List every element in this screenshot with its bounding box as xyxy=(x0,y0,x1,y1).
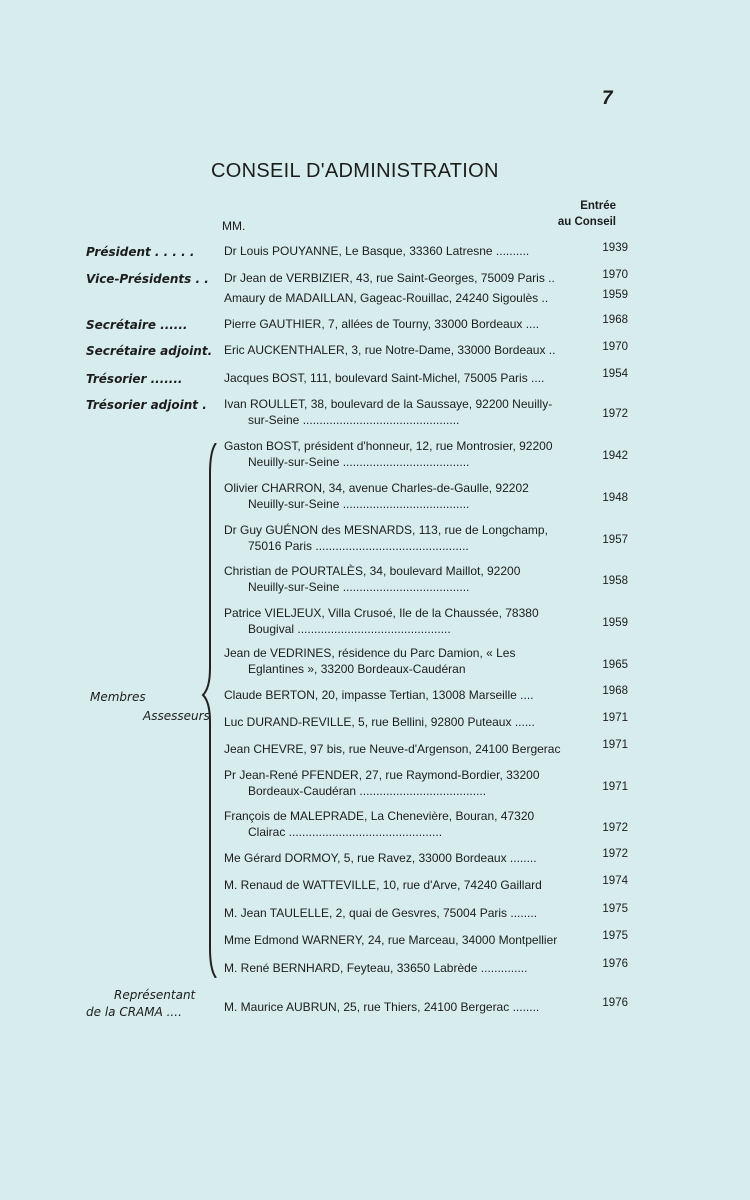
member-line: Pr Jean-René PFENDER, 27, rue Raymond-Bordier, 33200 xyxy=(224,768,540,782)
member-year: 1975 xyxy=(602,903,628,915)
officer-year: 1970 xyxy=(602,341,628,353)
member-line: Patrice VIELJEUX, Villa Crusoé, Ile de la Chaussée, 78380 xyxy=(224,606,539,620)
member-year: 1971 xyxy=(602,712,628,724)
member-year: 1957 xyxy=(602,534,628,546)
officer-year: 1968 xyxy=(602,314,628,326)
role-president: Président . . . . . xyxy=(86,245,195,259)
member-year: 1972 xyxy=(602,822,628,834)
member-line-cont: Eglantines », 33200 Bordeaux-Caudéran xyxy=(248,662,466,676)
member-line: Mme Edmond WARNERY, 24, rue Marceau, 34000 Montpellier xyxy=(224,933,558,947)
officer-year: 1972 xyxy=(602,408,628,420)
entree-header-line-1: Entrée xyxy=(580,200,616,212)
member-line: Jean CHEVRE, 97 bis, rue Neuve-d'Argenson, 24100 Bergerac xyxy=(224,742,561,756)
member-year: 1965 xyxy=(602,659,628,671)
mm-label: MM. xyxy=(222,219,246,233)
role-secretaire: Secrétaire ...... xyxy=(86,318,188,332)
member-line: Luc DURAND-REVILLE, 5, rue Bellini, 92800 Puteaux ...... xyxy=(224,715,535,729)
member-line: M. Renaud de WATTEVILLE, 10, rue d'Arve, 74240 Gaillard xyxy=(224,878,542,892)
member-line: M. René BERNHARD, Feyteau, 33650 Labrède .............. xyxy=(224,961,528,975)
member-year: 1959 xyxy=(602,617,628,629)
officer-line: Dr Jean de VERBIZIER, 43, rue Saint-Georges, 75009 Paris .. xyxy=(224,271,555,285)
crama-label: Représentant xyxy=(114,988,196,1002)
officer-year: 1970 xyxy=(602,269,628,281)
member-line-cont: Bordeaux-Caudéran ...................................... xyxy=(248,784,487,798)
entree-header xyxy=(520,198,616,230)
officer-year: 1939 xyxy=(602,242,628,254)
member-line: Dr Guy GUÉNON des MESNARDS, 113, rue de Longchamp, xyxy=(224,523,548,537)
officer-year: 1954 xyxy=(602,368,628,380)
member-line: Me Gérard DORMOY, 5, rue Ravez, 33000 Bordeaux ........ xyxy=(224,851,537,865)
role-tresorier: Trésorier ....... xyxy=(86,372,183,386)
member-year: 1958 xyxy=(602,575,628,587)
officer-line: Amaury de MADAILLAN, Gageac-Rouillac, 24240 Sigoulès .. xyxy=(224,291,549,305)
member-year: 1971 xyxy=(602,739,628,751)
officer-line: Eric AUCKENTHALER, 3, rue Notre-Dame, 33000 Bordeaux .. xyxy=(224,343,556,357)
officer-year: 1959 xyxy=(602,289,628,301)
member-line: Claude BERTON, 20, impasse Tertian, 13008 Marseille .... xyxy=(224,688,534,702)
member-line-cont: Neuilly-sur-Seine ...................................... xyxy=(248,580,470,594)
page-number: 7 xyxy=(602,88,613,109)
member-line: M. Jean TAULELLE, 2, quai de Gesvres, 75004 Paris ........ xyxy=(224,906,538,920)
role-tresorier-adjoint: Trésorier adjoint . xyxy=(86,398,207,412)
member-line-cont: Neuilly-sur-Seine ...................................... xyxy=(248,455,470,469)
crama-label-2: de la CRAMA .... xyxy=(86,1005,182,1019)
officer-line: Pierre GAUTHIER, 7, allées de Tourny, 33000 Bordeaux .... xyxy=(224,317,540,331)
member-line-cont: Bougival .............................................. xyxy=(248,622,451,636)
role-vice-presidents: Vice-Présidents . . xyxy=(86,272,209,286)
member-year: 1971 xyxy=(602,781,628,793)
officer-line: Dr Louis POUYANNE, Le Basque, 33360 Latresne .......... xyxy=(224,244,530,258)
member-year: 1974 xyxy=(602,875,628,887)
officer-line-cont: sur-Seine ............................................... xyxy=(248,413,460,427)
member-year: 1968 xyxy=(602,685,628,697)
member-line: Gaston BOST, président d'honneur, 12, rue Montrosier, 92200 xyxy=(224,439,553,453)
member-line: Christian de POURTALÈS, 34, boulevard Maillot, 92200 xyxy=(224,564,521,578)
member-line-cont: 75016 Paris .............................................. xyxy=(248,539,469,553)
page-title: CONSEIL D'ADMINISTRATION xyxy=(211,160,499,182)
crama-line: M. Maurice AUBRUN, 25, rue Thiers, 24100 Bergerac ........ xyxy=(224,1000,540,1014)
member-year: 1948 xyxy=(602,492,628,504)
member-line-cont: Neuilly-sur-Seine ...................................... xyxy=(248,497,470,511)
member-year: 1942 xyxy=(602,450,628,462)
member-line: Olivier CHARRON, 34, avenue Charles-de-Gaulle, 92202 xyxy=(224,481,529,495)
officer-line: Jacques BOST, 111, boulevard Saint-Michel, 75005 Paris .... xyxy=(224,371,545,385)
assesseurs-label: Assesseurs xyxy=(143,709,210,723)
role-secretaire-adjoint: Secrétaire adjoint. xyxy=(86,344,213,358)
officer-line: Ivan ROULLET, 38, boulevard de la Saussaye, 92200 Neuilly- xyxy=(224,397,553,411)
crama-year: 1976 xyxy=(602,997,628,1009)
member-year: 1976 xyxy=(602,958,628,970)
member-year: 1972 xyxy=(602,848,628,860)
member-year: 1975 xyxy=(602,930,628,942)
member-line-cont: Clairac .............................................. xyxy=(248,825,443,839)
member-line: Jean de VEDRINES, résidence du Parc Damion, « Les xyxy=(224,646,516,660)
entree-header-line-2: au Conseil xyxy=(557,216,616,228)
members-label: Membres xyxy=(90,690,146,704)
member-line: François de MALEPRADE, La Chenevière, Bouran, 47320 xyxy=(224,809,535,823)
